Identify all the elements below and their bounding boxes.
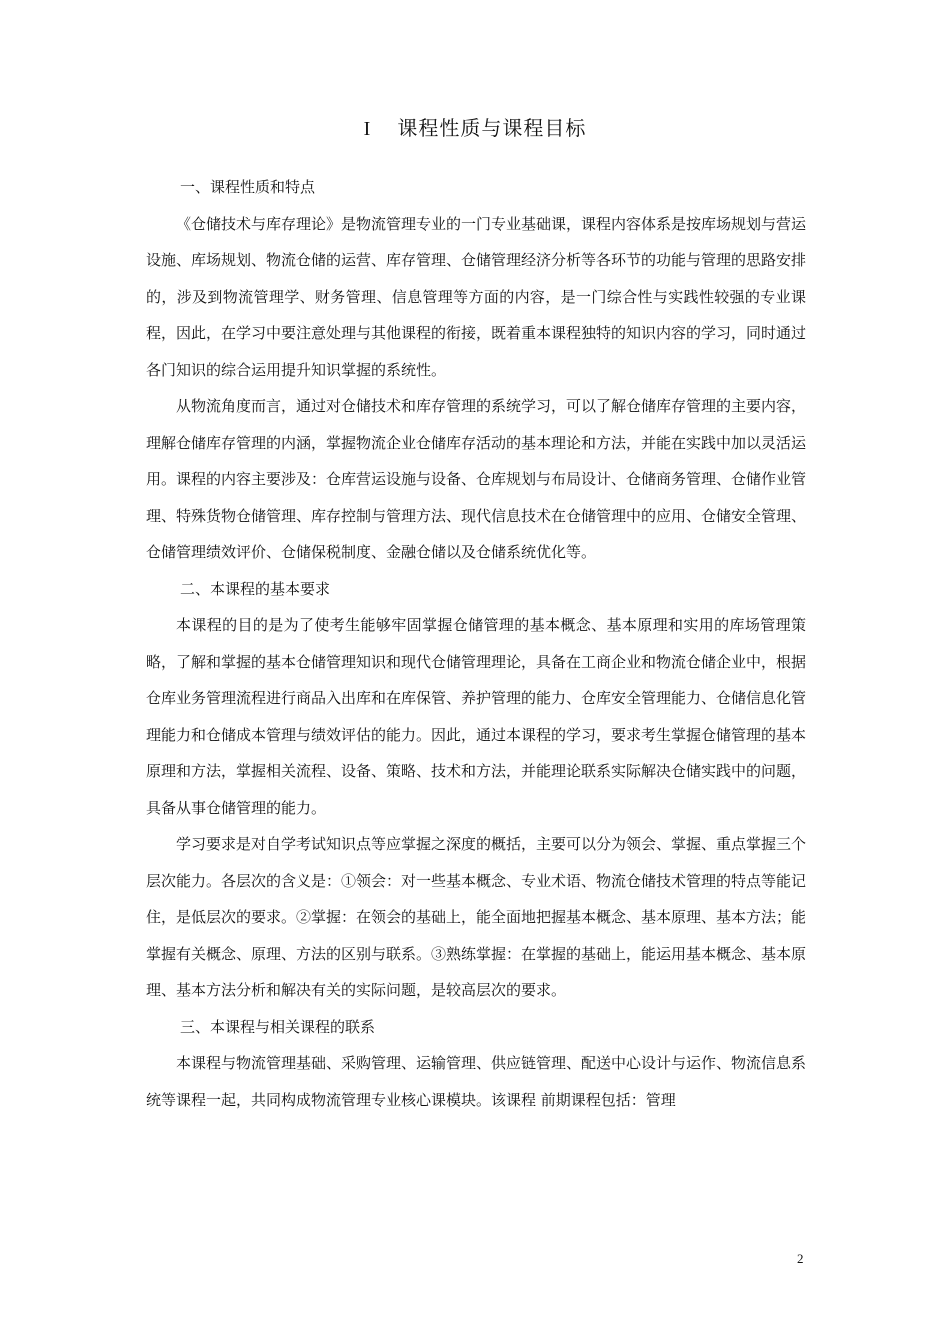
page-title (0, 112, 950, 141)
document-body (146, 169, 806, 1118)
paragraph: 学习要求是对自学考试知识点等应掌握之深度的概括，主要可以分为领会、掌握、重点掌握三个层次能力。各层次的含义是：①领会：对一些基本概念、专业术语、物流仓储技术管理的特点等能记住，是低层次的要求。②掌握：在领会的基础上，能全面地把握基本概念、基本原理、基本方法；能掌握有关概念、原理、方法的区别与联系。③熟练掌握：在掌握的基础上，能运用基本概念、基本原理、基本方法分析和解决有关的实际问题，是较高层次的要求。 (146, 835, 807, 999)
paragraph: 本课程与物流管理基础、采购管理、运输管理、供应链管理、配送中心设计与运作、物流信息系统等课程一起，共同构成物流管理专业核心课模块。该课程 前期课程包括：管理 (146, 1054, 807, 1109)
section-heading: 一、课程性质和特点 (180, 178, 316, 196)
paragraph: 本课程的目的是为了使考生能够牢固掌握仓储管理的基本概念、基本原理和实用的库场管理策略，了解和掌握的基本仓储管理知识和现代仓储管理理论，具备在工商企业和物流仓储企业中，根据仓库业务管理流程进行商品入出库和在库保管、养护管理的能力、仓库安全管理能力、仓储信息化管理能力和仓储成本管理与绩效评估的能力。因此，通过本课程的学习，要求考生掌握仓储管理的基本原理和方法，掌握相关流程、设备、策略、技术和方法，并能理论联系实际解决仓储实践中的问题，具备从事仓储管理的能力。 (146, 616, 807, 817)
chapter-title: 课程性质与课程目标 (397, 116, 587, 140)
paragraph: 《仓储技术与库存理论》是物流管理专业的一门专业基础课，课程内容体系是按库场规划与营运设施、库场规划、物流仓储的运营、库存管理、仓储管理经济分析等各环节的功能与管理的思路安排的，涉及到物流管理学、财务管理、信息管理等方面的内容，是一门综合性与实践性较强的专业课程，因此，在学习中要注意处理与其他课程的衔接，既着重本课程独特的知识内容的学习，同时通过各门知识的综合运用提升知识掌握的系统性。 (146, 214, 807, 379)
chapter-number: I (363, 118, 372, 140)
section-heading: 三、本课程与相关课程的联系 (180, 1017, 376, 1036)
section-heading: 二、本课程的基本要求 (180, 579, 331, 598)
page-number: 2 (797, 1251, 804, 1266)
paragraph: 从物流角度而言，通过对仓储技术和库存管理的系统学习，可以了解仓储库存管理的主要内容，理解仓储库存管理的内涵，掌握物流企业仓储库存活动的基本理论和方法，并能在实践中加以灵活运用。课程的内容主要涉及：仓库营运设施与设备、仓库规划与布局设计、仓储商务管理、仓储作业管理、特殊货物仓储管理、库存控制与管理方法、现代信息技术在仓储管理中的应用、仓储安全管理、仓储管理绩效评价、仓储保税制度、金融仓储以及仓储系统优化等。 (146, 397, 807, 561)
